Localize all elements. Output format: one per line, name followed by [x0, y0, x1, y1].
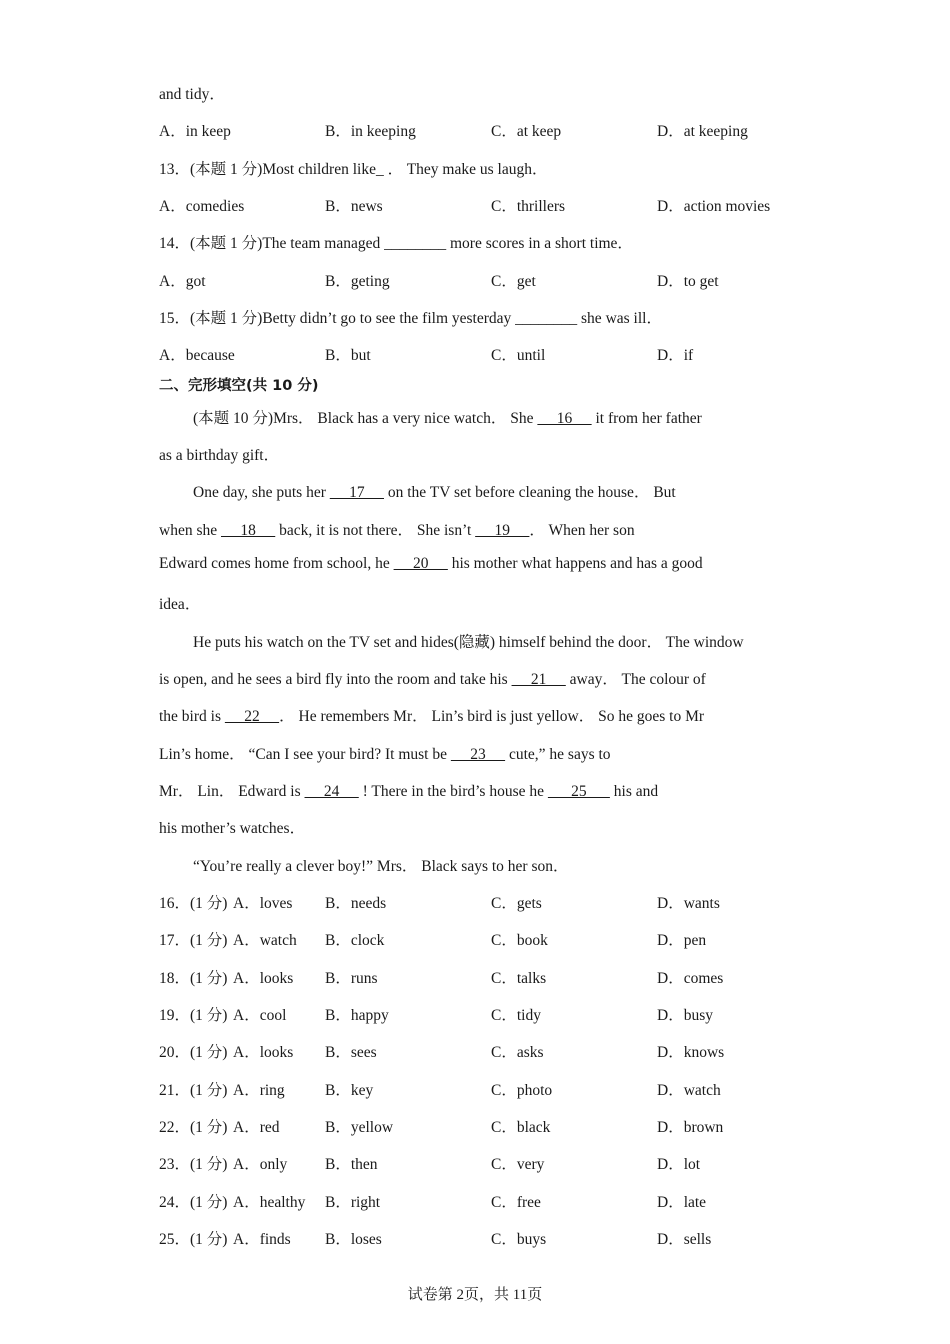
option-c[interactable]: C．thrillers — [491, 198, 566, 215]
option-b[interactable]: B．sees — [325, 1044, 377, 1061]
question-12-continuation: and tidy． — [159, 86, 225, 103]
option-c[interactable]: C．photo — [491, 1082, 553, 1099]
option-a[interactable]: A．looks — [233, 970, 294, 987]
option-d[interactable]: D．knows — [657, 1044, 725, 1061]
option-c[interactable]: C．tidy — [491, 1007, 541, 1024]
blank-22[interactable]: 22 — [224, 708, 280, 725]
question-number: 23．(1 分) — [159, 1156, 228, 1173]
option-b[interactable]: B．runs — [325, 970, 378, 987]
option-b[interactable]: B．loses — [325, 1231, 382, 1248]
page-footer: 试卷第 2页，共 11页 — [407, 1287, 543, 1303]
option-d[interactable]: D．action movies — [657, 198, 771, 215]
blank-24[interactable]: 24 — [304, 783, 359, 800]
blank-20[interactable]: 20 — [393, 555, 448, 572]
option-c[interactable]: C．asks — [491, 1044, 544, 1061]
blank-23[interactable]: 23 — [450, 746, 506, 763]
passage-line: idea． — [159, 596, 201, 613]
option-c[interactable]: C．free — [491, 1194, 541, 1211]
option-b[interactable]: B．geting — [325, 273, 390, 290]
option-d[interactable]: D．watch — [657, 1082, 721, 1099]
question-13-stem: 13．(本题 1 分)Most children like_ ． They make us laugh． — [159, 161, 548, 178]
section-heading: 二、完形填空(共 10 分) — [159, 378, 319, 394]
option-a[interactable]: A．looks — [233, 1044, 294, 1061]
option-a[interactable]: A．only — [233, 1156, 288, 1173]
option-c[interactable]: C．book — [491, 932, 548, 949]
passage-line: the bird is 22 ． He remembers Mr． Lin’s bird is just yellow． So he goes to Mr — [159, 708, 705, 725]
passage-line: his mother’s watches． — [159, 820, 306, 837]
option-d[interactable]: D．wants — [657, 895, 720, 912]
option-d[interactable]: D．pen — [657, 932, 707, 949]
option-c[interactable]: C．very — [491, 1156, 545, 1173]
option-d[interactable]: D．sells — [657, 1231, 712, 1248]
question-14-stem: 14．(本题 1 分)The team managed ________ more scores in a short time． — [159, 235, 633, 252]
option-a[interactable]: A．healthy — [233, 1194, 306, 1211]
passage-line: (本题 10 分)Mrs． Black has a very nice watch． She 16 it from her father — [193, 410, 702, 427]
passage-line: as a birthday gift． — [159, 447, 280, 464]
blank-19[interactable]: 19 — [475, 522, 530, 539]
passage-line: He puts his watch on the TV set and hides(隐藏) himself behind the door． The window — [193, 634, 744, 651]
option-d[interactable]: D．brown — [657, 1119, 724, 1136]
question-number: 24．(1 分) — [159, 1194, 228, 1211]
option-c[interactable]: C．talks — [491, 970, 547, 987]
blank-16[interactable]: 16 — [537, 410, 592, 427]
option-a[interactable]: A．red — [233, 1119, 280, 1136]
question-number: 17．(1 分) — [159, 932, 228, 949]
question-number: 16．(1 分) — [159, 895, 228, 912]
option-b[interactable]: B．right — [325, 1194, 381, 1211]
blank-18[interactable]: 18 — [221, 522, 276, 539]
passage-line: when she 18 back, it is not there． She isn’t 19 ． When her son — [159, 522, 635, 539]
option-b[interactable]: B．clock — [325, 932, 385, 949]
option-b[interactable]: B．in keeping — [325, 123, 416, 140]
option-a[interactable]: A．loves — [233, 895, 293, 912]
option-b[interactable]: B．key — [325, 1082, 374, 1099]
option-d[interactable]: D．comes — [657, 970, 724, 987]
option-a[interactable]: A．cool — [233, 1007, 287, 1024]
option-b[interactable]: B．but — [325, 347, 371, 364]
option-b[interactable]: B．then — [325, 1156, 378, 1173]
option-a[interactable]: A．ring — [233, 1082, 285, 1099]
option-c[interactable]: C．until — [491, 347, 546, 364]
blank-17[interactable]: 17 — [329, 484, 384, 501]
passage-line: Mr． Lin． Edward is 24 ! There in the bird’s house he 25 his and — [159, 783, 659, 800]
option-a[interactable]: A．got — [159, 273, 206, 290]
option-a[interactable]: A．finds — [233, 1231, 291, 1248]
option-d[interactable]: D．late — [657, 1194, 707, 1211]
option-d[interactable]: D．lot — [657, 1156, 701, 1173]
passage-line: Lin’s home． “Can I see your bird? It must be 23 cute,” he says to — [159, 746, 611, 763]
option-c[interactable]: C．black — [491, 1119, 551, 1136]
option-c[interactable]: C．gets — [491, 895, 542, 912]
option-a[interactable]: A．in keep — [159, 123, 231, 140]
blank-25[interactable]: 25 — [547, 783, 610, 800]
question-number: 22．(1 分) — [159, 1119, 228, 1136]
option-b[interactable]: B．needs — [325, 895, 387, 912]
option-d[interactable]: D．at keeping — [657, 123, 748, 140]
option-b[interactable]: B．yellow — [325, 1119, 394, 1136]
question-number: 18．(1 分) — [159, 970, 228, 987]
question-number: 20．(1 分) — [159, 1044, 228, 1061]
question-15-stem: 15．(本题 1 分)Betty didn’t go to see the film yesterday ________ she was ill． — [159, 310, 662, 327]
passage-line: is open, and he sees a bird fly into the room and take his 21 away． The colour of — [159, 671, 706, 688]
option-a[interactable]: A．because — [159, 347, 235, 364]
passage-line: “You’re really a clever boy!” Mrs． Black says to her son． — [193, 858, 569, 875]
passage-line: Edward comes home from school, he 20 his mother what happens and has a good — [159, 555, 703, 572]
option-d[interactable]: D．busy — [657, 1007, 713, 1024]
question-number: 19．(1 分) — [159, 1007, 228, 1024]
option-c[interactable]: C．get — [491, 273, 536, 290]
passage-line: One day, she puts her 17 on the TV set before cleaning the house． But — [193, 484, 676, 501]
option-c[interactable]: C．buys — [491, 1231, 547, 1248]
option-a[interactable]: A．watch — [233, 932, 297, 949]
question-number: 25．(1 分) — [159, 1231, 228, 1248]
blank-21[interactable]: 21 — [511, 671, 566, 688]
option-b[interactable]: B．news — [325, 198, 383, 215]
option-d[interactable]: D．if — [657, 347, 694, 364]
option-c[interactable]: C．at keep — [491, 123, 562, 140]
option-b[interactable]: B．happy — [325, 1007, 389, 1024]
question-number: 21．(1 分) — [159, 1082, 228, 1099]
option-d[interactable]: D．to get — [657, 273, 719, 290]
option-a[interactable]: A．comedies — [159, 198, 245, 215]
